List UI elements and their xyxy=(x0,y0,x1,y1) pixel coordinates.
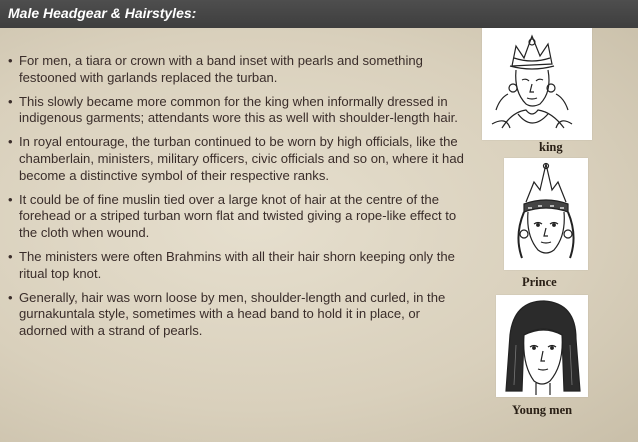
bullet-item: • The ministers were often Brahmins with all their hair shorn keeping only the ritual top knot. xyxy=(8,249,468,283)
figure-caption-young-men: Young men xyxy=(512,403,573,417)
bullet-item: • It could be of fine muslin tied over a large knot of hair at the centre of the forehead or a striped turban worn flat and twisted giving a rope-like effect to the cloth when wound. xyxy=(8,192,468,242)
bullet-list xyxy=(8,53,468,347)
prince-headdress-sketch-icon xyxy=(504,158,588,270)
figure-caption-king: king xyxy=(539,140,563,154)
bullet-item: • Generally, hair was worn loose by men, shoulder-length and curled, in the gurnakuntala style, sometimes with a head band to hold it in place, or adorned with a strand of pearls. xyxy=(8,290,468,340)
prince-figure xyxy=(504,158,588,289)
bullet-item: • This slowly became more common for the king when informally dressed in indigenous garments; attendants wore this as well with shoulder-length hair. xyxy=(8,94,468,128)
young-man-hair-sketch-icon xyxy=(496,295,588,397)
slide-title: Male Headgear & Hairstyles: xyxy=(8,5,197,21)
king-crown-sketch-icon xyxy=(482,28,592,140)
king-figure xyxy=(482,28,592,154)
bullet-item: • In royal entourage, the turban continued to be worn by high officials, like the chamberlain, ministers, military officers, civic officials and so on, where it had become a distinctive symbol of their respective ranks. xyxy=(8,134,468,184)
young-men-figure xyxy=(496,295,588,417)
figure-caption-prince: Prince xyxy=(522,275,557,289)
bullet-item: • For men, a tiara or crown with a band inset with pearls and something festooned with garlands replaced the turban. xyxy=(8,53,468,87)
title-band xyxy=(0,0,638,28)
